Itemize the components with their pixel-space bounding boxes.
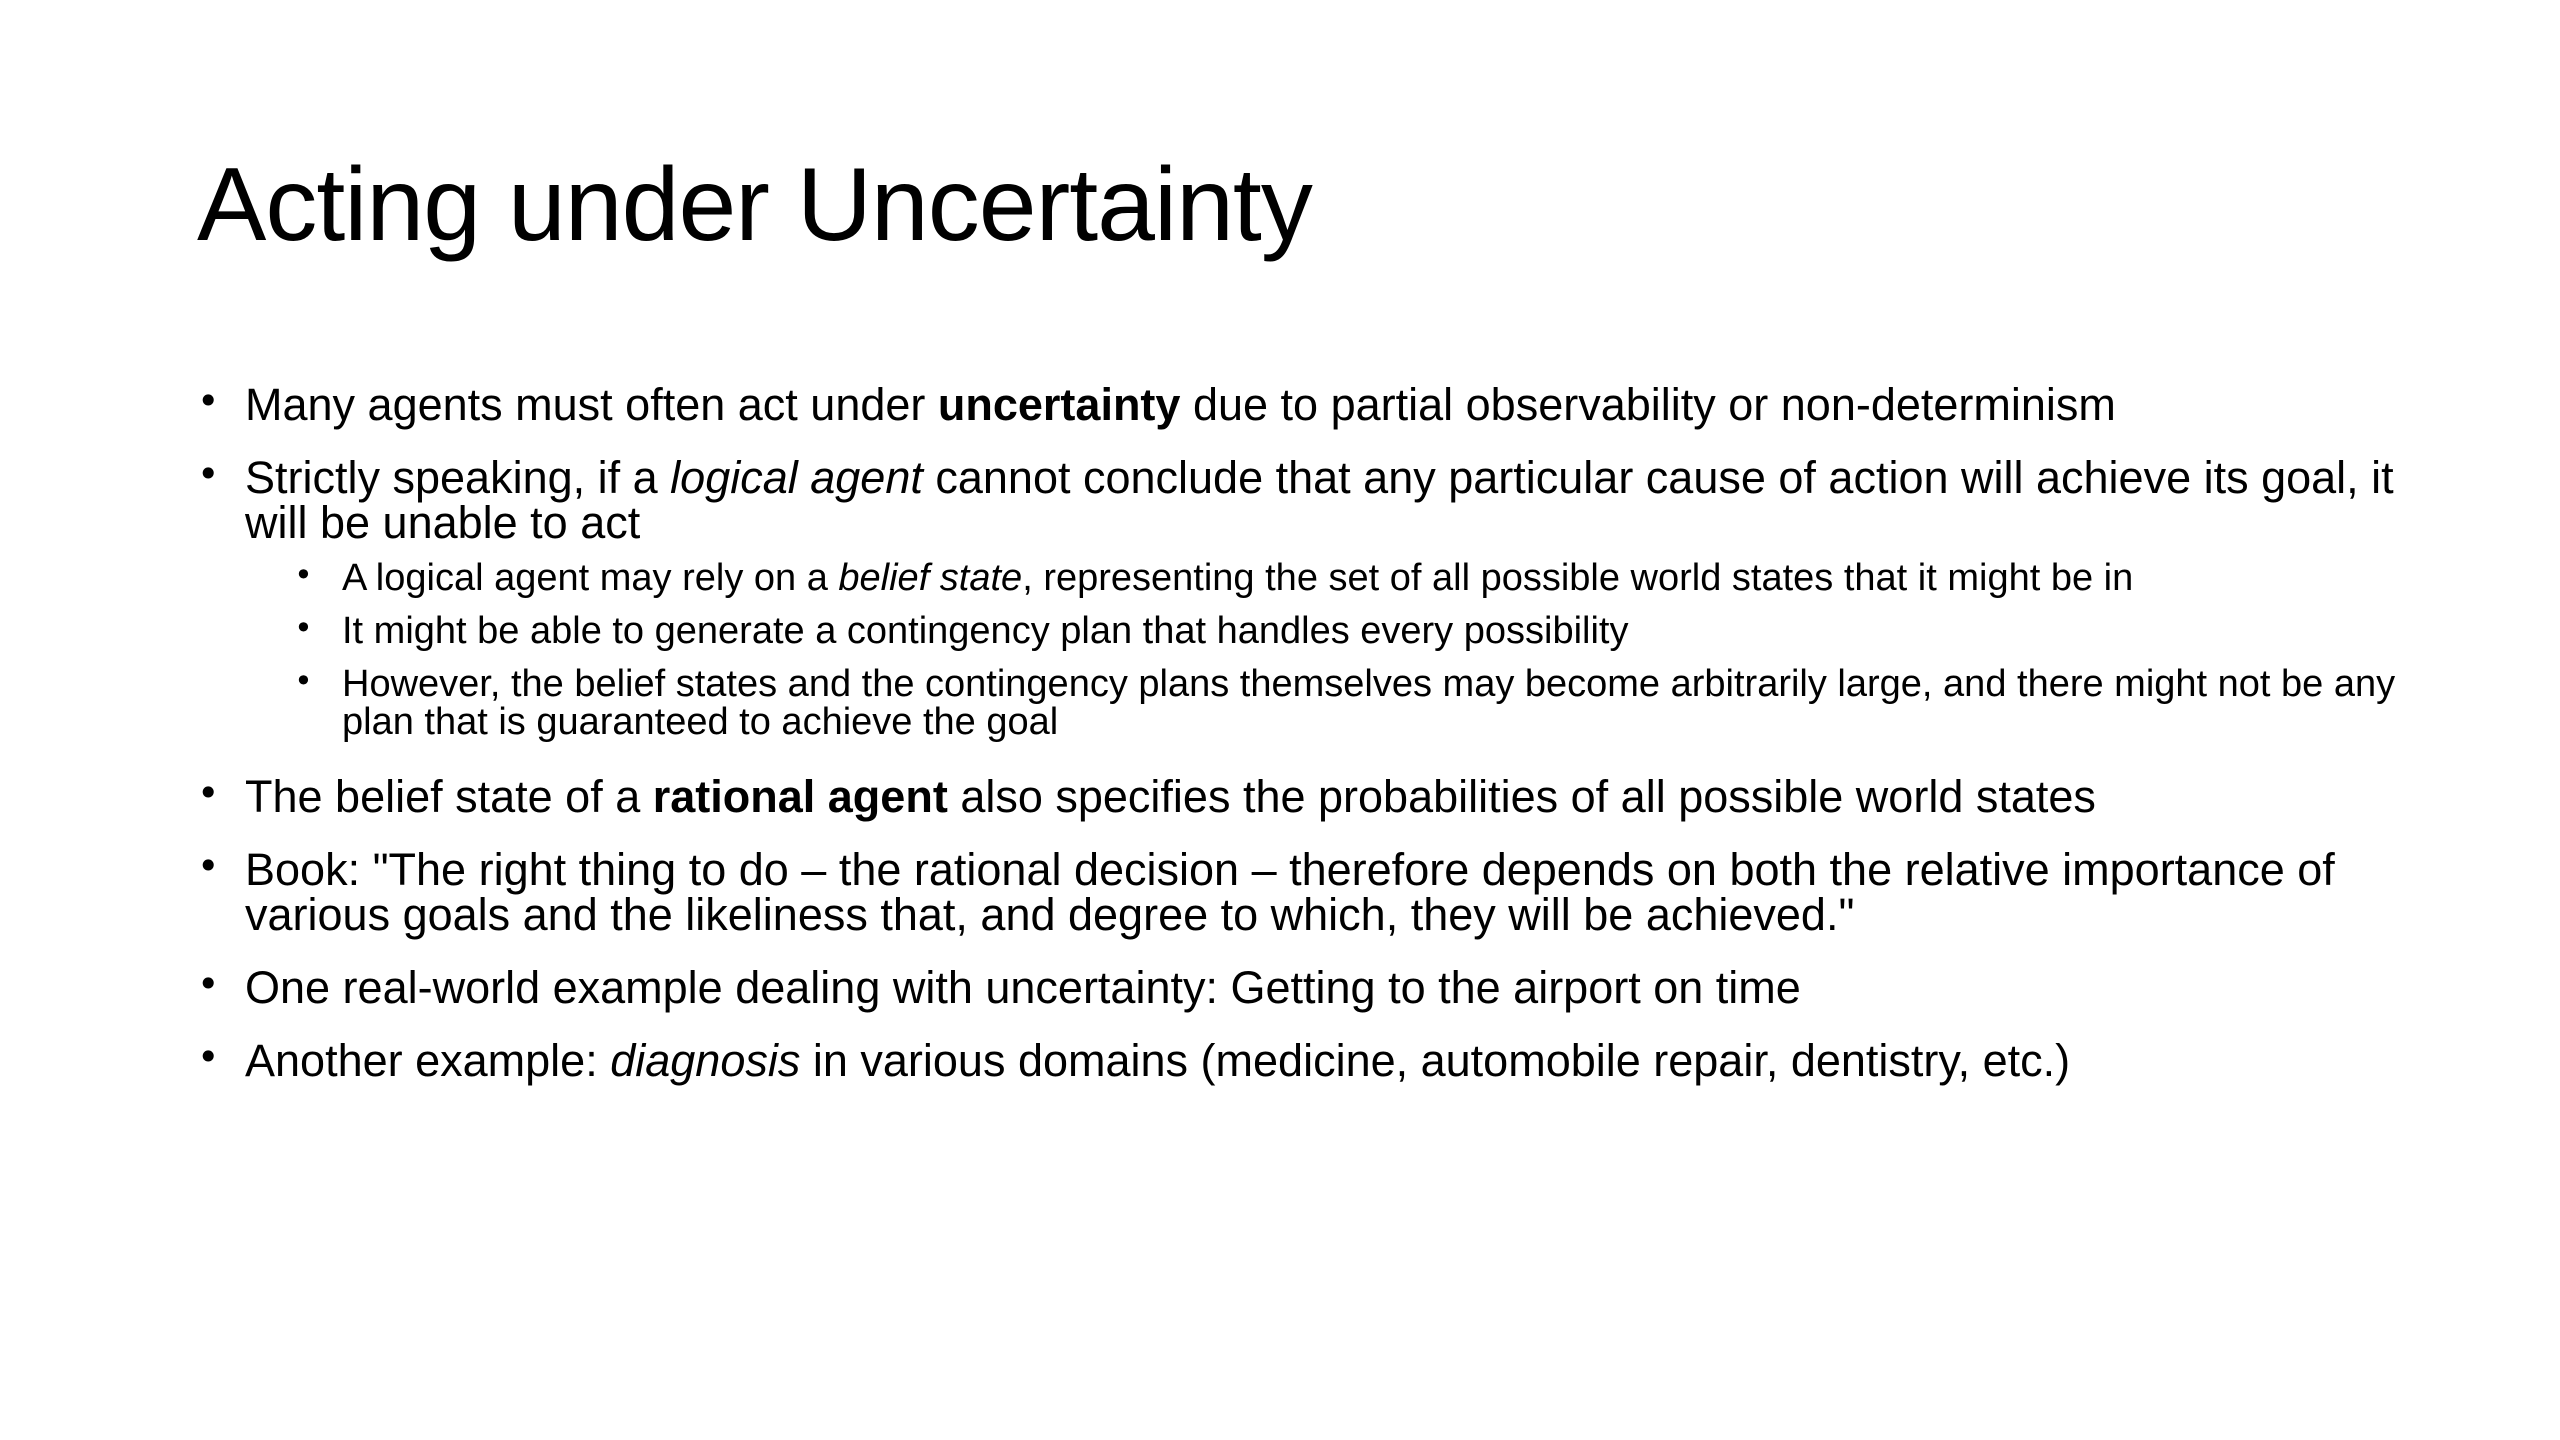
bullet-text: Another example: diagnosis in various domains (medicine, automobile repair, dentistry, etc.) <box>245 1035 2071 1086</box>
sub-bullet-text: It might be able to generate a contingency plan that handles every possibility <box>342 609 1629 652</box>
sub-bullet-item-belief-state <box>197 556 2397 599</box>
bullet-list <box>197 379 2397 1111</box>
italic-term: diagnosis <box>610 1035 801 1086</box>
bullet-text: The belief state of a rational agent also specifies the probabilities of all possible world states <box>245 771 2096 822</box>
bullet-text: One real-world example dealing with uncertainty: Getting to the airport on time <box>245 962 1801 1013</box>
bullet-item-logical-agent <box>197 452 2397 548</box>
bullet-item-book-quote <box>197 844 2397 940</box>
sub-bullet-text: A logical agent may rely on a belief state, representing the set of all possible world states that it might be in <box>342 557 2134 599</box>
bullet-icon: • <box>197 844 220 888</box>
slide-title: Acting under Uncertainty <box>197 147 1312 263</box>
sub-bullet-item-arbitrarily-large <box>197 661 2397 744</box>
bullet-icon: • <box>197 452 220 496</box>
bullet-item-uncertainty <box>197 379 2397 430</box>
sub-bullet-icon: • <box>294 608 313 647</box>
bullet-icon: • <box>197 771 220 815</box>
bold-term: uncertainty <box>937 379 1181 430</box>
italic-term: logical agent <box>670 452 923 503</box>
bullet-item-airport-example <box>197 962 2397 1013</box>
bullet-text: Book: "The right thing to do – the rational decision – therefore depends on both the relative importance of various goals and the likeliness that, and degree to which, they will be achieved." <box>245 844 2335 940</box>
bullet-icon: • <box>197 379 220 423</box>
bullet-item-diagnosis-example <box>197 1035 2397 1086</box>
bullet-text: Strictly speaking, if a logical agent cannot conclude that any particular cause of action will achieve its goal, it will be unable to act <box>245 452 2394 548</box>
bullet-item-rational-agent <box>197 771 2397 822</box>
sub-bullet-text: However, the belief states and the contingency plans themselves may become arbitrarily large, and there might not be any plan that is guaranteed to achieve the goal <box>342 662 2396 744</box>
sub-bullet-icon: • <box>294 556 313 594</box>
bullet-icon: • <box>197 962 220 1006</box>
sub-bullet-icon: • <box>294 661 313 700</box>
bullet-text: Many agents must often act under uncertainty due to partial observability or non-determinism <box>245 379 2116 430</box>
italic-term: belief state <box>838 557 1023 599</box>
bullet-icon: • <box>197 1035 220 1079</box>
sub-bullet-item-contingency-plan <box>197 608 2397 652</box>
bold-term: rational agent <box>652 771 948 822</box>
